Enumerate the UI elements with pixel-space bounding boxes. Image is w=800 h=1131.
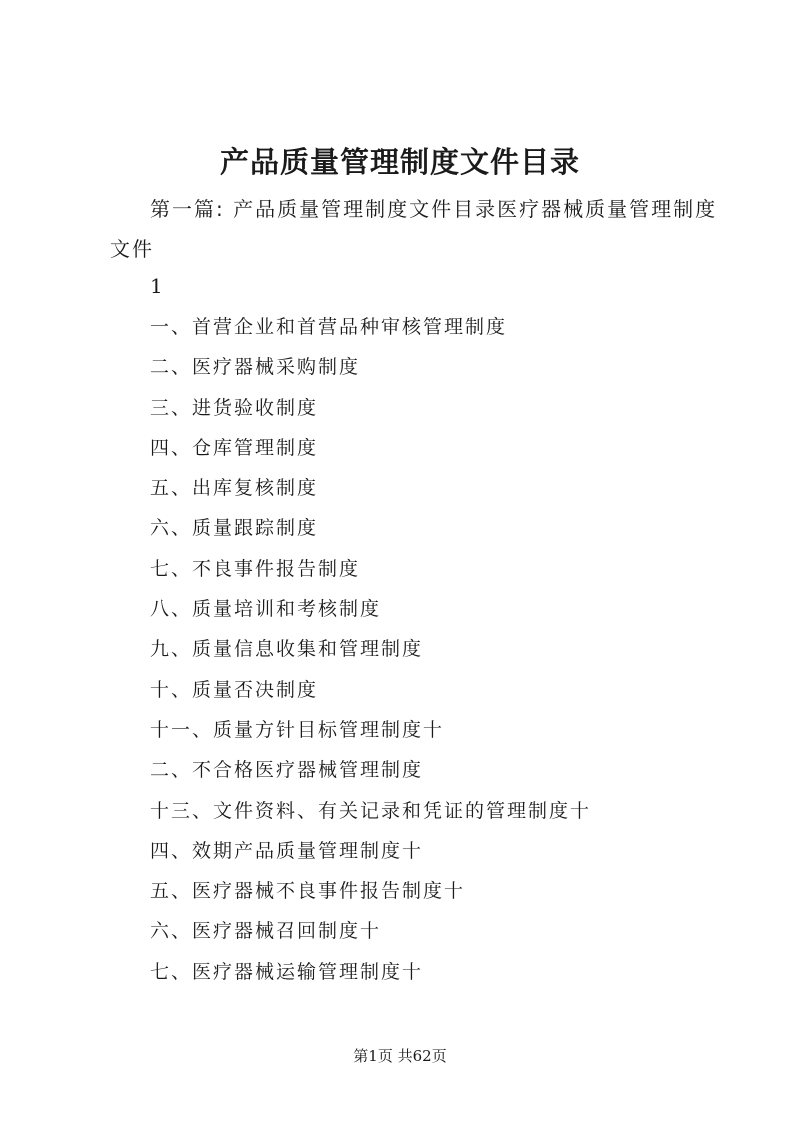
page-footer: 第1页 共62页 — [353, 1047, 447, 1065]
toc-item: 二、不合格医疗器械管理制度 — [150, 759, 424, 782]
toc-item: 十一、质量方针目标管理制度十 — [150, 718, 445, 741]
toc-item: 八、质量培训和考核制度 — [150, 598, 382, 621]
toc-item: 六、质量跟踪制度 — [150, 517, 319, 540]
section-number: 1 — [150, 274, 163, 298]
toc-item: 四、仓库管理制度 — [150, 436, 319, 459]
toc-item: 六、医疗器械召回制度十 — [150, 920, 382, 943]
toc-item: 十三、文件资料、有关记录和凭证的管理制度十 — [150, 799, 592, 822]
toc-list — [150, 313, 591, 998]
section-heading-line-2: 文件 — [110, 237, 154, 261]
section-heading-line-1: 第一篇: 产品质量管理制度文件目录医疗器械质量管理制度 — [150, 197, 718, 221]
toc-item: 四、效期产品质量管理制度十 — [150, 839, 424, 862]
toc-item: 三、进货验收制度 — [150, 396, 319, 419]
toc-item: 九、质量信息收集和管理制度 — [150, 638, 424, 661]
toc-item: 二、医疗器械采购制度 — [150, 356, 361, 379]
document-title: 产品质量管理制度文件目录 — [219, 145, 580, 179]
toc-item: 五、出库复核制度 — [150, 477, 319, 500]
toc-item: 十、质量否决制度 — [150, 678, 319, 701]
toc-item: 七、不良事件报告制度 — [150, 557, 361, 580]
toc-item: 五、医疗器械不良事件报告制度十 — [150, 880, 466, 903]
toc-item: 一、首营企业和首营品种审核管理制度 — [150, 316, 508, 338]
toc-item: 七、医疗器械运输管理制度十 — [150, 960, 424, 983]
